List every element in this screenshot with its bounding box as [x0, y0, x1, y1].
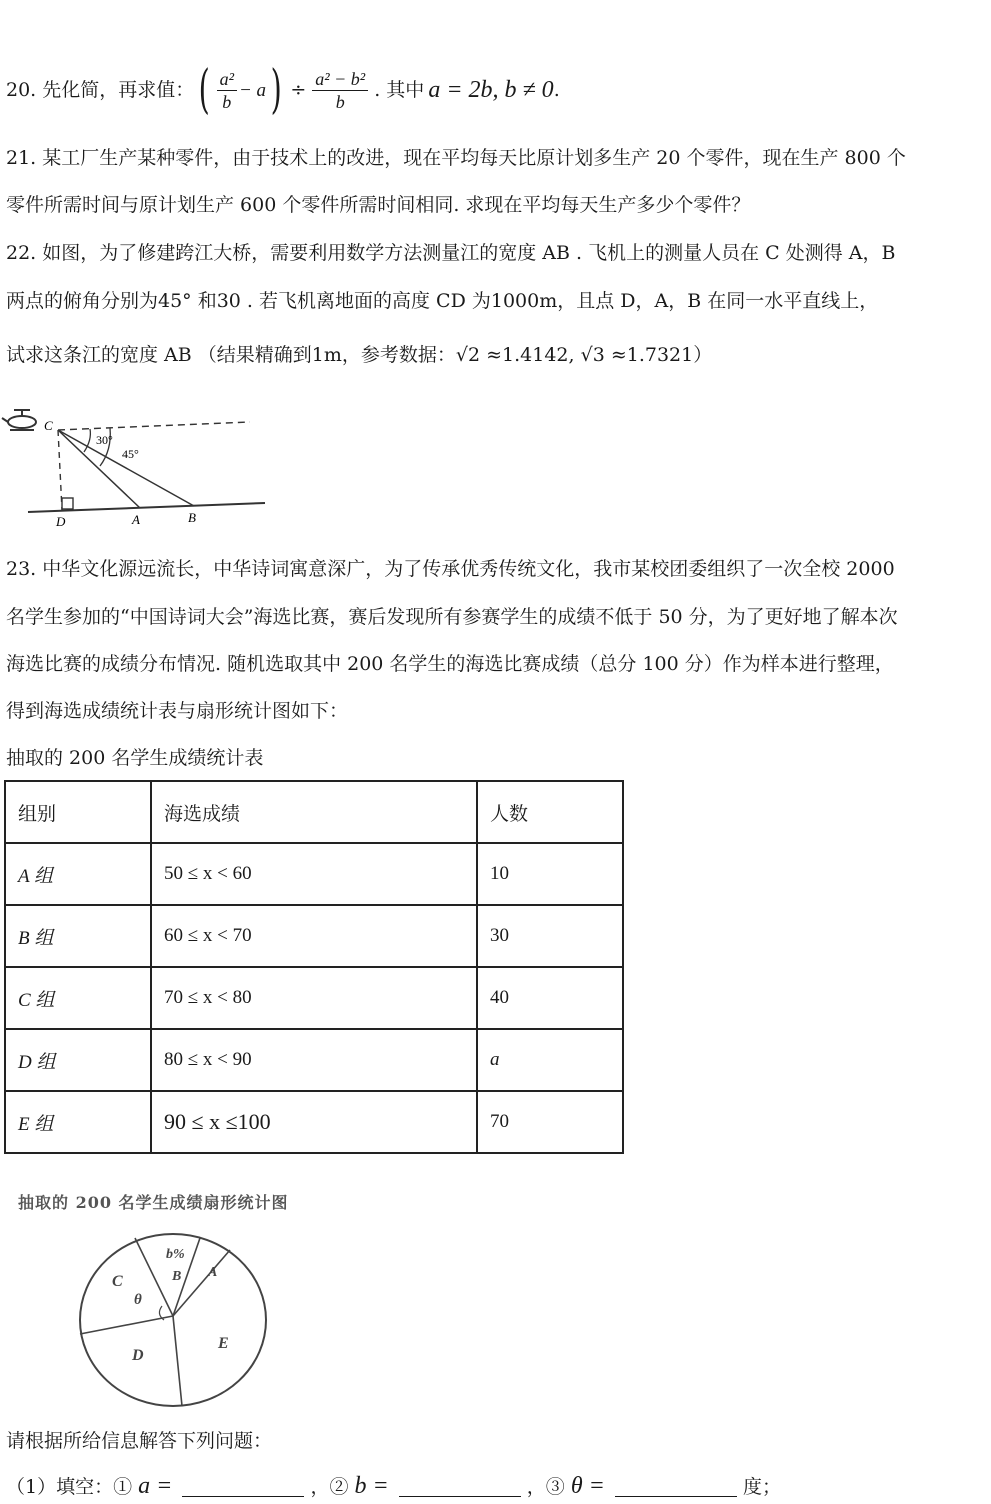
pie-divider-d-e	[173, 1316, 182, 1406]
label-d: D	[56, 514, 66, 529]
left-paren: (	[198, 60, 210, 120]
pie-label-d: D	[132, 1347, 144, 1364]
row-range: 50 ≤ x < 60	[151, 843, 477, 905]
row-count: 10	[477, 843, 623, 905]
q20-line	[6, 60, 560, 120]
q20-end: .	[553, 78, 560, 101]
q23-fill-line	[6, 1474, 781, 1498]
q22-figure	[0, 400, 280, 530]
pie-label-theta: θ	[134, 1292, 142, 1308]
q20-frac2-num: a² − b²	[312, 70, 368, 91]
angle-arc-30	[84, 429, 90, 452]
label-angle-45: 45°	[122, 447, 139, 461]
fill-a-label: a =	[138, 1473, 173, 1499]
row-group: B 组	[5, 905, 151, 967]
row-range: 90 ≤ x ≤100	[151, 1091, 477, 1153]
right-paren: )	[270, 60, 282, 120]
fill-b-label: b =	[354, 1473, 389, 1499]
row-group: C 组	[5, 967, 151, 1029]
row-range: 70 ≤ x < 80	[151, 967, 477, 1029]
table-row	[5, 1029, 623, 1091]
ground-line	[28, 503, 265, 512]
q20-frac1-num: a²	[217, 70, 237, 91]
horizontal-dashed-line	[58, 422, 250, 430]
q22-line-2: 两点的俯角分别为45° 和30 . 若飞机离地面的高度 CD 为1000m，且点 D，A，B 在同一水平直线上，	[6, 290, 879, 312]
row-count: 30	[477, 905, 623, 967]
q20-fraction-2	[312, 70, 368, 111]
pie-label-e: E	[218, 1335, 229, 1352]
fill-sep-2: ，③	[526, 1476, 565, 1498]
pie-divider-c-d	[80, 1316, 173, 1334]
q20-lead: 20. 先化简，再求值：	[6, 78, 195, 101]
row-count: 40	[477, 967, 623, 1029]
q23-prompt: 请根据所给信息解答下列问题：	[6, 1430, 273, 1452]
fill-a-blank[interactable]	[182, 1476, 304, 1497]
pie-chart	[70, 1228, 290, 1428]
q23-line-2: 名学生参加的“中国诗词大会”海选比赛，赛后发现所有参赛学生的成绩不低于 50 分，为了更好地了解本次	[6, 606, 898, 628]
table-header-row	[5, 781, 623, 843]
row-range: 80 ≤ x < 90	[151, 1029, 477, 1091]
header-group: 组别	[5, 781, 151, 843]
q20-frac2-den: b	[335, 91, 345, 112]
q22-line-3: 试求这条江的宽度 AB （结果精确到1m，参考数据：√2 ≈1.4142, √3 ≈1.7321）	[6, 344, 713, 366]
q20-fraction-1	[217, 70, 237, 111]
header-range: 海选成绩	[151, 781, 477, 843]
q20-condition: a = 2b, b ≠ 0	[428, 77, 554, 103]
row-count: 70	[477, 1091, 623, 1153]
q23-line-4: 得到海选成绩统计表与扇形统计图如下：	[6, 700, 349, 722]
table-row	[5, 967, 623, 1029]
label-a: A	[132, 512, 140, 527]
row-group: A 组	[5, 843, 151, 905]
pie-label-c: C	[112, 1273, 123, 1290]
q23-line-3: 海选比赛的成绩分布情况. 随机选取其中 200 名学生的海选比赛成绩（总分 100 分）作为样本进行整理，	[6, 653, 894, 675]
pie-label-b-pct: b%	[166, 1247, 185, 1262]
right-angle-mark	[62, 498, 73, 509]
label-c: C	[44, 418, 53, 433]
pie-label-b: B	[172, 1269, 182, 1284]
q21-line-1: 21. 某工厂生产某种零件，由于技术上的改进，现在平均每天比原计划多生产 20 个零件，现在生产 800 个	[6, 147, 906, 169]
airplane-icon	[2, 410, 36, 430]
pie-label-a: A	[208, 1265, 218, 1280]
pie-chart-title: 抽取的 200 名学生成绩扇形统计图	[18, 1193, 289, 1212]
q20-divide: ÷	[290, 78, 307, 101]
fill-sep-1: ，②	[310, 1476, 349, 1498]
score-table	[4, 780, 624, 1154]
table-row	[5, 1091, 623, 1153]
row-group: E 组	[5, 1091, 151, 1153]
label-b: B	[188, 510, 196, 525]
q20-frac1-den: b	[222, 91, 232, 112]
fill-theta-label: θ =	[570, 1473, 605, 1499]
q20-tail: . 其中	[374, 78, 425, 101]
fill-lead: （1）填空：①	[6, 1476, 133, 1498]
q21-line-2: 零件所需时间与原计划生产 600 个零件所需时间相同. 求现在平均每天生产多少个零件？	[6, 194, 751, 216]
fill-theta-blank[interactable]	[615, 1476, 737, 1497]
fill-b-blank[interactable]	[399, 1476, 521, 1497]
label-angle-30: 30°	[96, 433, 113, 447]
table-row	[5, 843, 623, 905]
table-caption: 抽取的 200 名学生成绩统计表	[6, 747, 264, 769]
table-row	[5, 905, 623, 967]
row-count: a	[477, 1029, 623, 1091]
row-range: 60 ≤ x < 70	[151, 905, 477, 967]
fill-unit: 度；	[742, 1476, 781, 1498]
q20-minus-a: − a	[238, 79, 267, 101]
row-group: D 组	[5, 1029, 151, 1091]
q23-line-1: 23. 中华文化源远流长，中华诗词寓意深广，为了传承优秀传统文化，我市某校团委组织了一次全校 2000	[6, 558, 895, 580]
q22-line-1: 22. 如图，为了修建跨江大桥，需要利用数学方法测量江的宽度 AB . 飞机上的测量人员在 C 处测得 A，B	[6, 242, 896, 264]
header-count: 人数	[477, 781, 623, 843]
